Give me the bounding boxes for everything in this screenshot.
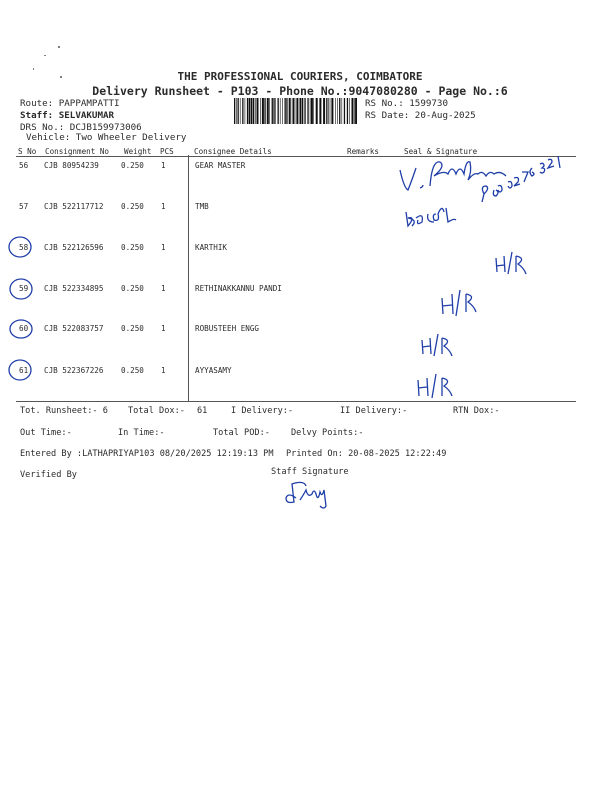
in-time: In Time:- (118, 428, 165, 438)
row-weight: 0.250 (121, 284, 144, 293)
staff-signature-label: Staff Signature (271, 467, 349, 477)
staff-signature-mark (286, 482, 326, 508)
circle-mark-59 (10, 279, 32, 299)
circle-mark-60 (10, 320, 32, 338)
verified-by: Verified By (20, 470, 77, 480)
route-label: Route: PAPPAMPATTI (20, 98, 120, 109)
row-consignee: KARTHIK (195, 243, 228, 252)
row-pcs: 1 (161, 284, 166, 293)
runsheet-subtitle: Delivery Runsheet - P103 - Phone No.:9047080280 - Page No.:6 (92, 84, 508, 98)
rs-no-label: RS No.: 1599730 (365, 98, 448, 109)
hr-mark-59 (442, 290, 476, 316)
row-consignment: CJB 522126596 (44, 243, 104, 252)
row-weight: 0.250 (121, 202, 144, 211)
col-consignee: Consignee Details (194, 147, 272, 156)
row-weight: 0.250 (121, 366, 144, 375)
row-weight: 0.250 (121, 243, 144, 252)
row-pcs: 1 (161, 366, 166, 375)
row-consignment: CJB 522334895 (44, 284, 104, 293)
signature-row57 (406, 208, 456, 226)
i-delivery: I Delivery:- (231, 406, 294, 416)
drs-label: DRS No.: DCJB159973006 (20, 122, 142, 133)
col-sno: S No (18, 147, 37, 156)
signature-row56 (400, 162, 506, 190)
tot-runsheet: Tot. Runsheet:- 6 (20, 406, 108, 416)
printed-on: Printed On: 20-08-2025 12:22:49 (286, 449, 447, 459)
row-consignee: RETHINAKKANNU PANDI (195, 284, 282, 293)
phone-row56 (482, 156, 560, 202)
row-pcs: 1 (161, 202, 166, 211)
total-pod: Total POD:- (213, 428, 270, 438)
company-title: THE PROFESSIONAL COURIERS, COIMBATORE (177, 70, 423, 83)
hr-mark-61 (418, 374, 452, 398)
delvy-points: Delvy Points:- (291, 428, 364, 438)
row-consignment: CJB 522117712 (44, 202, 104, 211)
row-weight: 0.250 (121, 324, 144, 333)
row-consignment: CJB 522083757 (44, 324, 104, 333)
entered-by: Entered By :LATHAPRIYAP103 08/20/2025 12:19:13 PM (20, 449, 274, 459)
total-dox-label: Total Dox:- (128, 406, 185, 416)
ii-delivery: II Delivery:- (340, 406, 408, 416)
col-pcs: PCS (160, 147, 174, 156)
hr-mark-60 (422, 334, 452, 356)
row-pcs: 1 (161, 161, 166, 170)
rtn-dox: RTN Dox:- (453, 406, 500, 416)
col-seal: Seal & Signature (404, 147, 478, 156)
vehicle-label: Vehicle: Two Wheeler Delivery (26, 132, 187, 143)
row-consignee: AYYASAMY (195, 366, 232, 375)
row-sno: 61 (19, 366, 29, 375)
row-pcs: 1 (161, 324, 166, 333)
col-consignment: Consignment No (45, 147, 110, 156)
row-consignee: TMB (195, 202, 209, 211)
row-sno: 57 (19, 202, 29, 211)
circle-mark-58 (9, 237, 31, 257)
circle-mark-61 (9, 360, 31, 380)
col-remarks: Remarks (347, 147, 380, 156)
row-sno: 60 (19, 324, 29, 333)
total-dox-value: 61 (197, 406, 208, 416)
row-pcs: 1 (161, 243, 166, 252)
rs-date-label: RS Date: 20-Aug-2025 (365, 110, 476, 121)
row-consignment: CJB 522367226 (44, 366, 104, 375)
row-consignee: GEAR MASTER (195, 161, 246, 170)
staff-label: Staff: SELVAKUMAR (20, 110, 115, 121)
row-sno: 58 (19, 243, 29, 252)
row-sno: 59 (19, 284, 29, 293)
hr-mark-58 (496, 252, 526, 274)
out-time: Out Time:- (20, 428, 72, 438)
row-weight: 0.250 (121, 161, 144, 170)
col-weight: Weight (124, 147, 152, 156)
row-consignment: CJB 80954239 (44, 161, 99, 170)
row-sno: 56 (19, 161, 29, 170)
row-consignee: ROBUSTEEH ENGG (195, 324, 260, 333)
